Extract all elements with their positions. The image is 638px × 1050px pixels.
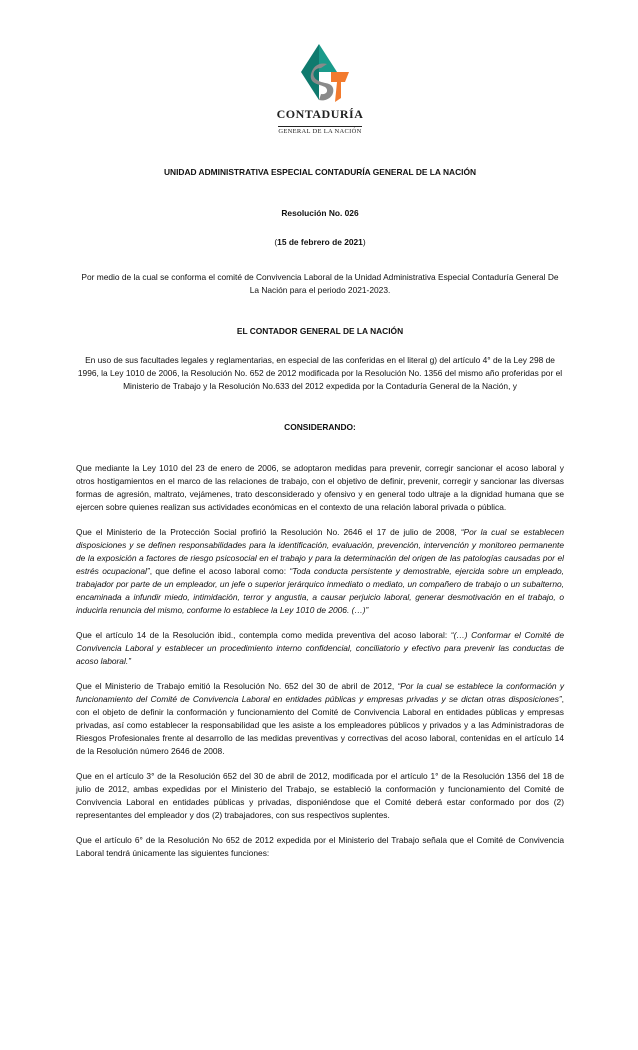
resolution-subject: Por medio de la cual se conforma el comité de Convivencia Laboral de la Unidad Administrativa Especial Contaduría General De La Nación para el periodo 2021-2023. xyxy=(81,272,559,295)
faculties-paragraph: En uso de sus facultades legales y reglamentarias, en especial de las conferidas en el literal g) del artículo 4° de la Ley 298 de 1996, la Ley 1010 de 2006, la Resolución No. 652 de 2012 modificada por la Resolución No. 1356 del mismo año proferidas por el Ministerio de Trabajo y la Resolución No.633 del 2012 expedida por la Contaduría General de la Nación, y xyxy=(77,355,563,391)
date-open-paren: ( xyxy=(274,237,278,247)
p2-text-a: Que el Ministerio de la Protección Social profirió la Resolución No. 2646 el 17 de julio de 2008, xyxy=(76,527,461,537)
contaduria-emblem-icon xyxy=(287,42,353,110)
p2-quote-title: “Por la cual se establecen disposiciones y se definen responsabilidades para la identificación, evaluación, prevención, intervención y monitoreo permanente de la exposición a factores de riesgo psicosocial en el trabajo y para la determinación del origen de las patologías causadas por el estrés ocupacional” xyxy=(76,527,564,576)
p2-text-c: , que define el acoso laboral como: xyxy=(149,566,290,576)
p2-quote-definition: “Toda conducta persistente y demostrable, ejercida sobre un empleado, trabajador por parte de un empleador, un jefe o superior jerárquico inmediato o mediato, un compañero de trabajo o un subalterno, encaminada a infundir miedo, intimidación, terror y angustia, a causar perjuicio laboral, generar desmotivación en el trabajo, o inducirla renuncia del mismo, conforme lo establece la Ley 1010 de 2006. (…)” xyxy=(76,566,564,615)
document-body xyxy=(76,166,564,860)
contaduria-logo xyxy=(272,42,368,136)
date-close-paren: ) xyxy=(362,237,366,247)
paragraph-ley-1010: Que mediante la Ley 1010 del 23 de enero de 2006, se adoptaron medidas para prevenir, corregir sancionar el acoso laboral y otros hostigamientos en el marco de las relaciones de trabajo, con el objetivo de definir, prevenir, corregir y sancionar las diversas formas de agresión, maltrato, vejámenes, trato desconsiderado y ofensivo y en general todo ultraje a la dignidad humana que se ejercen sobre quienes realizan sus actividades económicas en el contexto de una relación laboral privada o pública. xyxy=(76,463,564,512)
considerando-heading: CONSIDERANDO: xyxy=(284,422,356,432)
resolution-date: 15 de febrero de 2021 xyxy=(277,237,363,247)
p4-quote: “Por la cual se establece la conformación y funcionamiento del Comité de Convivencia Laboral en entidades públicas y empresas privadas y se dictan otras disposiciones” xyxy=(76,681,565,704)
paragraph-resolucion-652 xyxy=(76,680,564,758)
p3-text-a: Que el artículo 14 de la Resolución ibid., contempla como medida preventiva del acoso laboral: xyxy=(76,630,451,640)
resolution-date-line xyxy=(76,236,564,249)
paragraph-articulo-14 xyxy=(76,629,564,668)
logo-wordmark: CONTADURÍA xyxy=(276,107,364,121)
paragraph-resolucion-2646 xyxy=(76,526,564,617)
paragraph-articulo-3: Que en el artículo 3° de la Resolución 652 del 30 de abril de 2012, modificada por el artículo 1° de la Resolución 1356 del 18 de julio de 2012, ambas expedidas por el Ministerio del Trabajo, se estableció la conformación y funcionamiento del Comité de Convivencia Laboral en entidades públicas y privadas, disponiéndose que el Comité deberá estar conformado por dos (2) representantes del empleador y dos (2) trabajadores, con sus respectivos suplentes. xyxy=(76,771,564,820)
authority-heading: EL CONTADOR GENERAL DE LA NACIÓN xyxy=(236,326,404,336)
entity-heading: UNIDAD ADMINISTRATIVA ESPECIAL CONTADURÍA GENERAL DE LA NACIÓN xyxy=(163,167,477,177)
logo-subtitle: GENERAL DE LA NACIÓN xyxy=(278,128,362,135)
paragraph-articulo-6: Que el artículo 6° de la Resolución No 652 de 2012 expedida por el Ministerio del Trabajo señala que el Comité de Convivencia Laboral tendrá únicamente las siguientes funciones: xyxy=(76,835,564,858)
p3-quote: “(…) Conformar el Comité de Convivencia Laboral y establecer un procedimiento interno confidencial, conciliatorio y efectivo para prevenir las conductas de acoso laboral.” xyxy=(76,630,564,666)
p4-text-c: , con el objeto de definir la conformación y funcionamiento del Comité de Convivencia Laboral en entidades públicas y empresas privadas, así como establecer la responsabilidad que les asiste a los empleadores públicos y privados y a las Administradoras de Riesgos Profesionales frente al desarrollo de las medidas preventivas y correctivas del acoso laboral, contenidas en el artículo 14 de la Resolución número 2646 de 2008. xyxy=(76,694,564,756)
resolution-number: Resolución No. 026 xyxy=(281,208,359,218)
p4-text-a: Que el Ministerio de Trabajo emitió la Resolución No. 652 del 30 de abril de 2012, xyxy=(76,681,398,691)
